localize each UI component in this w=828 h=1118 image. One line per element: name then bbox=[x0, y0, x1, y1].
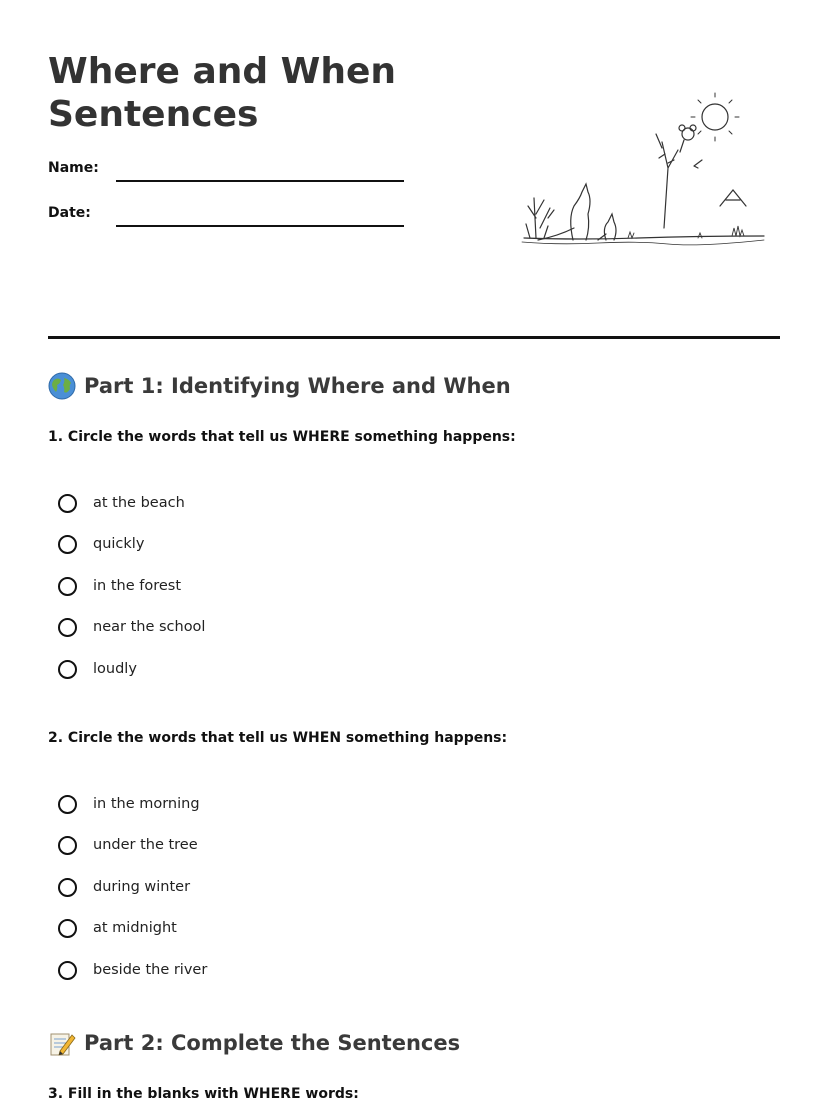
q2-option-1[interactable] bbox=[58, 792, 200, 816]
radio-circle[interactable] bbox=[58, 577, 77, 596]
q2-option-4[interactable] bbox=[58, 916, 177, 940]
q1-option-4[interactable] bbox=[58, 615, 205, 639]
radio-circle[interactable] bbox=[58, 535, 77, 554]
q1-option-5[interactable] bbox=[58, 657, 137, 681]
radio-circle[interactable] bbox=[58, 795, 77, 814]
option-label: loudly bbox=[93, 661, 137, 677]
name-label: Name: bbox=[48, 160, 99, 176]
option-label: during winter bbox=[93, 879, 191, 895]
date-label: Date: bbox=[48, 205, 91, 221]
option-label: quickly bbox=[93, 536, 145, 552]
part1-heading bbox=[48, 372, 511, 400]
q2-option-2[interactable] bbox=[58, 833, 198, 857]
date-field[interactable] bbox=[116, 225, 404, 227]
option-label: in the morning bbox=[93, 796, 200, 812]
question-2-prompt: 2. Circle the words that tell us WHEN something happens: bbox=[48, 730, 508, 746]
radio-circle[interactable] bbox=[58, 836, 77, 855]
part2-heading bbox=[48, 1029, 460, 1057]
q1-option-3[interactable] bbox=[58, 574, 181, 598]
radio-circle[interactable] bbox=[58, 878, 77, 897]
radio-circle[interactable] bbox=[58, 961, 77, 980]
radio-circle[interactable] bbox=[58, 919, 77, 938]
name-field[interactable] bbox=[116, 180, 404, 182]
option-label: under the tree bbox=[93, 837, 198, 853]
question-3-prompt: 3. Fill in the blanks with WHERE words: bbox=[48, 1086, 359, 1102]
option-label: in the forest bbox=[93, 578, 182, 594]
outback-illustration bbox=[518, 88, 774, 252]
q1-option-1[interactable] bbox=[58, 491, 185, 515]
q2-option-3[interactable] bbox=[58, 875, 190, 899]
option-label: beside the river bbox=[93, 962, 208, 978]
radio-circle[interactable] bbox=[58, 660, 77, 679]
option-label: at the beach bbox=[93, 495, 185, 511]
section-divider bbox=[48, 336, 780, 339]
part2-title: Part 2: Complete the Sentences bbox=[84, 1031, 461, 1055]
option-label: at midnight bbox=[93, 920, 177, 936]
radio-circle[interactable] bbox=[58, 494, 77, 513]
question-1-prompt: 1. Circle the words that tell us WHERE something happens: bbox=[48, 429, 516, 445]
option-label: near the school bbox=[93, 619, 206, 635]
globe-icon bbox=[48, 372, 76, 400]
memo-pencil-icon bbox=[48, 1029, 76, 1057]
q1-option-2[interactable] bbox=[58, 532, 144, 556]
q2-option-5[interactable] bbox=[58, 958, 207, 982]
worksheet-title: Where and When Sentences bbox=[48, 51, 397, 135]
part1-title: Part 1: Identifying Where and When bbox=[84, 374, 511, 398]
radio-circle[interactable] bbox=[58, 618, 77, 637]
